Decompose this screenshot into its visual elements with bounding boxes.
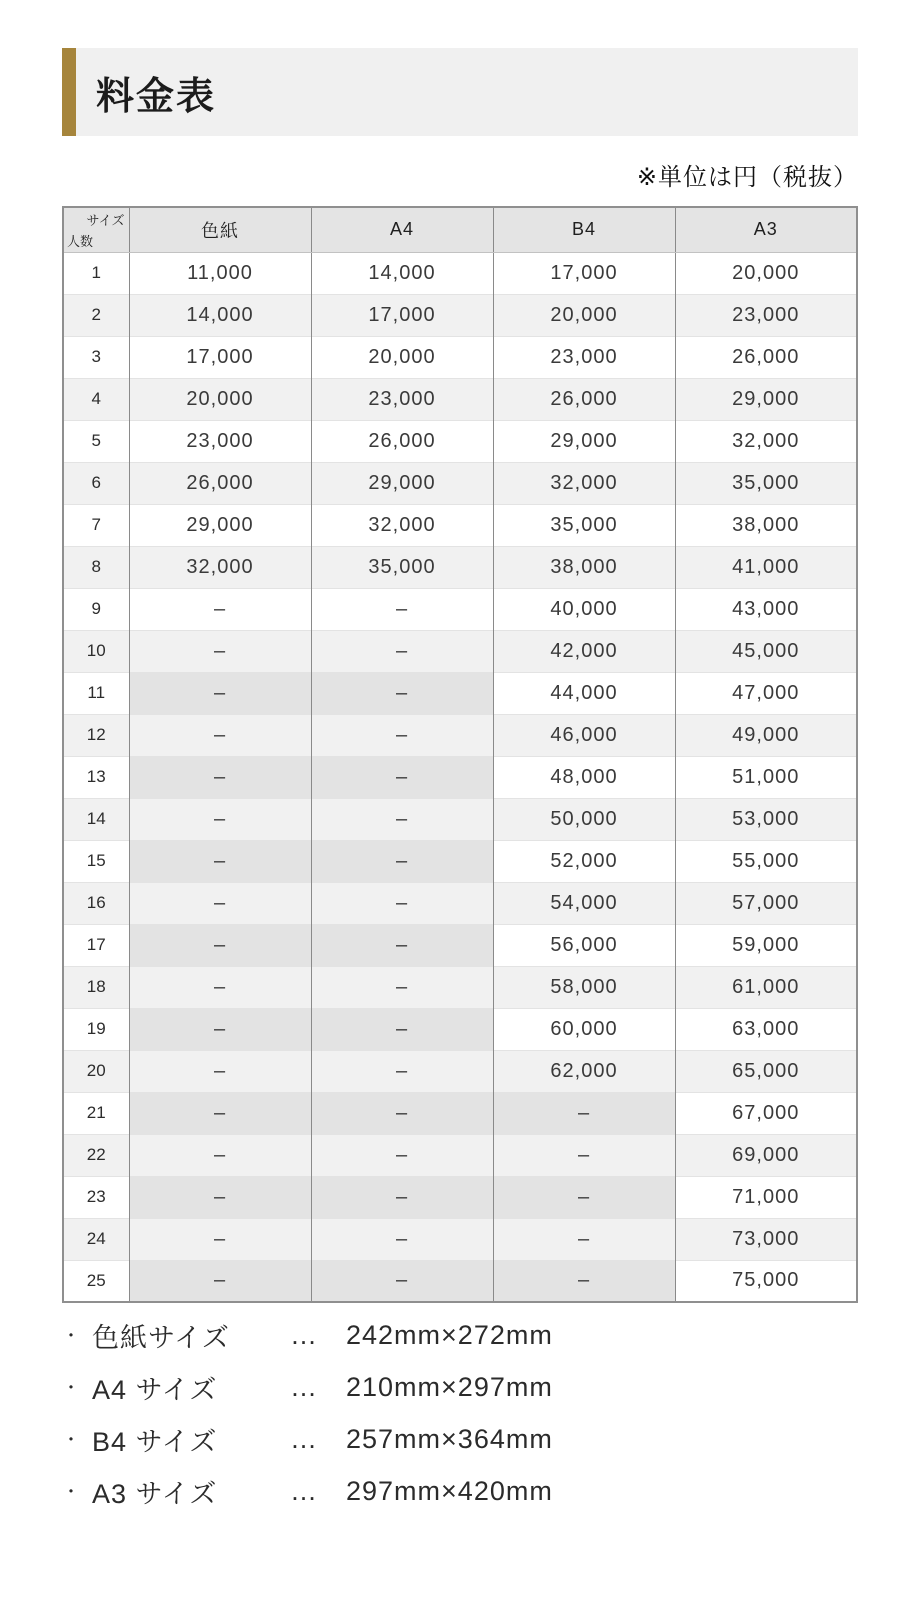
price-cell: – xyxy=(311,1218,493,1260)
price-cell: 43,000 xyxy=(675,588,857,630)
price-cell: 14,000 xyxy=(311,252,493,294)
size-note-value: 210mm×297mm xyxy=(346,1371,553,1402)
price-cell: 20,000 xyxy=(675,252,857,294)
price-cell: – xyxy=(311,756,493,798)
row-number-cell: 15 xyxy=(63,840,129,882)
price-cell: 35,000 xyxy=(311,546,493,588)
table-row xyxy=(63,882,857,924)
table-row xyxy=(63,294,857,336)
table-row xyxy=(63,924,857,966)
corner-size-label: サイズ xyxy=(86,213,125,228)
table-row xyxy=(63,462,857,504)
pricing-table-body xyxy=(63,252,857,1302)
price-cell: 55,000 xyxy=(675,840,857,882)
price-cell: 23,000 xyxy=(493,336,675,378)
content-column xyxy=(62,48,858,1517)
unit-note: ※単位は円（税抜） xyxy=(636,164,858,191)
price-cell: 35,000 xyxy=(493,504,675,546)
price-cell: – xyxy=(129,924,311,966)
price-cell: 23,000 xyxy=(129,420,311,462)
table-row xyxy=(63,378,857,420)
price-cell: 60,000 xyxy=(493,1008,675,1050)
row-number-cell: 13 xyxy=(63,756,129,798)
price-cell: – xyxy=(311,1050,493,1092)
price-cell: 32,000 xyxy=(675,420,857,462)
price-cell: – xyxy=(311,714,493,756)
price-cell: – xyxy=(311,798,493,840)
price-cell: 47,000 xyxy=(675,672,857,714)
pricing-table xyxy=(62,206,858,1303)
row-number-cell: 14 xyxy=(63,798,129,840)
price-cell: – xyxy=(129,714,311,756)
title-accent-bar xyxy=(62,48,76,136)
price-cell: 20,000 xyxy=(129,378,311,420)
price-cell: 61,000 xyxy=(675,966,857,1008)
price-cell: 29,000 xyxy=(493,420,675,462)
row-number-cell: 1 xyxy=(63,252,129,294)
price-cell: 20,000 xyxy=(311,336,493,378)
size-note-item xyxy=(62,1413,858,1465)
table-row xyxy=(63,1218,857,1260)
price-cell: 17,000 xyxy=(129,336,311,378)
price-cell: 58,000 xyxy=(493,966,675,1008)
size-note-dots: … xyxy=(290,1423,318,1454)
size-note-label: A4 サイズ xyxy=(92,1374,218,1405)
size-note-dots: … xyxy=(290,1475,318,1506)
price-cell: 59,000 xyxy=(675,924,857,966)
price-cell: 29,000 xyxy=(129,504,311,546)
header-row xyxy=(63,207,857,252)
price-cell: – xyxy=(311,924,493,966)
price-cell: – xyxy=(129,798,311,840)
row-number-cell: 9 xyxy=(63,588,129,630)
size-note-value: 257mm×364mm xyxy=(346,1423,553,1454)
table-row xyxy=(63,420,857,462)
price-cell: 49,000 xyxy=(675,714,857,756)
price-cell: 44,000 xyxy=(493,672,675,714)
bullet-icon: ・ xyxy=(62,1430,80,1450)
price-cell: 48,000 xyxy=(493,756,675,798)
table-row xyxy=(63,1008,857,1050)
size-note-item xyxy=(62,1309,858,1361)
row-number-cell: 8 xyxy=(63,546,129,588)
table-row xyxy=(63,336,857,378)
page-title: 料金表 xyxy=(96,75,217,118)
price-cell: 62,000 xyxy=(493,1050,675,1092)
price-cell: 41,000 xyxy=(675,546,857,588)
price-cell: – xyxy=(129,966,311,1008)
price-cell: 54,000 xyxy=(493,882,675,924)
table-row xyxy=(63,1260,857,1302)
price-cell: – xyxy=(311,588,493,630)
table-row xyxy=(63,1176,857,1218)
price-cell: 75,000 xyxy=(675,1260,857,1302)
price-cell: – xyxy=(129,1134,311,1176)
size-note-item xyxy=(62,1361,858,1413)
price-cell: 29,000 xyxy=(311,462,493,504)
price-cell: 38,000 xyxy=(493,546,675,588)
row-number-cell: 18 xyxy=(63,966,129,1008)
price-cell: 40,000 xyxy=(493,588,675,630)
price-cell: 29,000 xyxy=(675,378,857,420)
corner-people-label: 人数 xyxy=(67,233,94,249)
price-cell: 38,000 xyxy=(675,504,857,546)
price-cell: 69,000 xyxy=(675,1134,857,1176)
table-row xyxy=(63,798,857,840)
price-cell: – xyxy=(129,756,311,798)
row-number-cell: 21 xyxy=(63,1092,129,1134)
table-row xyxy=(63,966,857,1008)
price-cell: – xyxy=(493,1176,675,1218)
size-note-item xyxy=(62,1465,858,1517)
table-row xyxy=(63,1134,857,1176)
size-note-dots: … xyxy=(290,1319,318,1350)
price-cell: 26,000 xyxy=(493,378,675,420)
price-cell: 71,000 xyxy=(675,1176,857,1218)
column-header: A3 xyxy=(675,207,857,252)
size-note-value: 242mm×272mm xyxy=(346,1319,553,1350)
corner-cell xyxy=(63,207,129,252)
row-number-cell: 2 xyxy=(63,294,129,336)
price-cell: 50,000 xyxy=(493,798,675,840)
row-number-cell: 6 xyxy=(63,462,129,504)
price-cell: 11,000 xyxy=(129,252,311,294)
size-note-label: 色紙サイズ xyxy=(92,1322,230,1353)
row-number-cell: 7 xyxy=(63,504,129,546)
row-number-cell: 23 xyxy=(63,1176,129,1218)
price-cell: – xyxy=(129,882,311,924)
bullet-icon: ・ xyxy=(62,1326,80,1346)
table-row xyxy=(63,504,857,546)
price-cell: – xyxy=(311,672,493,714)
table-row xyxy=(63,1092,857,1134)
price-cell: 26,000 xyxy=(311,420,493,462)
price-cell: 73,000 xyxy=(675,1218,857,1260)
price-cell: – xyxy=(129,1050,311,1092)
price-cell: 32,000 xyxy=(129,546,311,588)
bullet-icon: ・ xyxy=(62,1482,80,1502)
price-cell: – xyxy=(311,840,493,882)
price-cell: – xyxy=(493,1134,675,1176)
price-cell: 32,000 xyxy=(311,504,493,546)
table-row xyxy=(63,1050,857,1092)
price-cell: 17,000 xyxy=(311,294,493,336)
row-number-cell: 25 xyxy=(63,1260,129,1302)
row-number-cell: 19 xyxy=(63,1008,129,1050)
price-cell: 65,000 xyxy=(675,1050,857,1092)
row-number-cell: 22 xyxy=(63,1134,129,1176)
row-number-cell: 11 xyxy=(63,672,129,714)
table-row xyxy=(63,252,857,294)
price-cell: – xyxy=(311,882,493,924)
price-cell: – xyxy=(311,1134,493,1176)
bullet-icon: ・ xyxy=(62,1378,80,1398)
price-cell: 14,000 xyxy=(129,294,311,336)
price-cell: 32,000 xyxy=(493,462,675,504)
table-row xyxy=(63,630,857,672)
row-number-cell: 5 xyxy=(63,420,129,462)
price-cell: – xyxy=(311,1176,493,1218)
price-cell: – xyxy=(129,1092,311,1134)
price-cell: – xyxy=(311,1092,493,1134)
price-cell: – xyxy=(129,630,311,672)
price-cell: 67,000 xyxy=(675,1092,857,1134)
table-row xyxy=(63,546,857,588)
row-number-cell: 20 xyxy=(63,1050,129,1092)
price-cell: – xyxy=(493,1218,675,1260)
size-notes xyxy=(62,1309,858,1517)
price-cell: 26,000 xyxy=(675,336,857,378)
price-cell: 53,000 xyxy=(675,798,857,840)
price-cell: 63,000 xyxy=(675,1008,857,1050)
row-number-cell: 4 xyxy=(63,378,129,420)
table-row xyxy=(63,588,857,630)
price-cell: – xyxy=(129,588,311,630)
size-note-label: A3 サイズ xyxy=(92,1478,218,1509)
price-cell: 35,000 xyxy=(675,462,857,504)
title-band xyxy=(62,48,858,136)
price-cell: 52,000 xyxy=(493,840,675,882)
column-header: B4 xyxy=(493,207,675,252)
column-header: 色紙 xyxy=(129,207,311,252)
price-cell: – xyxy=(311,630,493,672)
table-row xyxy=(63,714,857,756)
price-cell: – xyxy=(311,1008,493,1050)
column-header: A4 xyxy=(311,207,493,252)
row-number-cell: 10 xyxy=(63,630,129,672)
pricing-table-head xyxy=(63,207,857,252)
price-cell: – xyxy=(129,840,311,882)
size-note-dots: … xyxy=(290,1371,318,1402)
price-cell: 42,000 xyxy=(493,630,675,672)
price-cell: – xyxy=(129,1218,311,1260)
price-cell: – xyxy=(129,1260,311,1302)
row-number-cell: 16 xyxy=(63,882,129,924)
price-cell: – xyxy=(129,1176,311,1218)
price-cell: 51,000 xyxy=(675,756,857,798)
price-cell: 45,000 xyxy=(675,630,857,672)
price-cell: 23,000 xyxy=(311,378,493,420)
row-number-cell: 17 xyxy=(63,924,129,966)
price-cell: 20,000 xyxy=(493,294,675,336)
table-row xyxy=(63,756,857,798)
table-row xyxy=(63,840,857,882)
price-cell: 17,000 xyxy=(493,252,675,294)
price-cell: 57,000 xyxy=(675,882,857,924)
size-note-label: B4 サイズ xyxy=(92,1426,218,1457)
row-number-cell: 12 xyxy=(63,714,129,756)
price-cell: – xyxy=(129,672,311,714)
price-cell: 46,000 xyxy=(493,714,675,756)
table-row xyxy=(63,672,857,714)
price-cell: 26,000 xyxy=(129,462,311,504)
price-cell: 56,000 xyxy=(493,924,675,966)
price-cell: – xyxy=(493,1260,675,1302)
row-number-cell: 3 xyxy=(63,336,129,378)
price-cell: 23,000 xyxy=(675,294,857,336)
price-cell: – xyxy=(311,966,493,1008)
size-note-value: 297mm×420mm xyxy=(346,1475,553,1506)
price-cell: – xyxy=(129,1008,311,1050)
price-cell: – xyxy=(311,1260,493,1302)
price-cell: – xyxy=(493,1092,675,1134)
row-number-cell: 24 xyxy=(63,1218,129,1260)
